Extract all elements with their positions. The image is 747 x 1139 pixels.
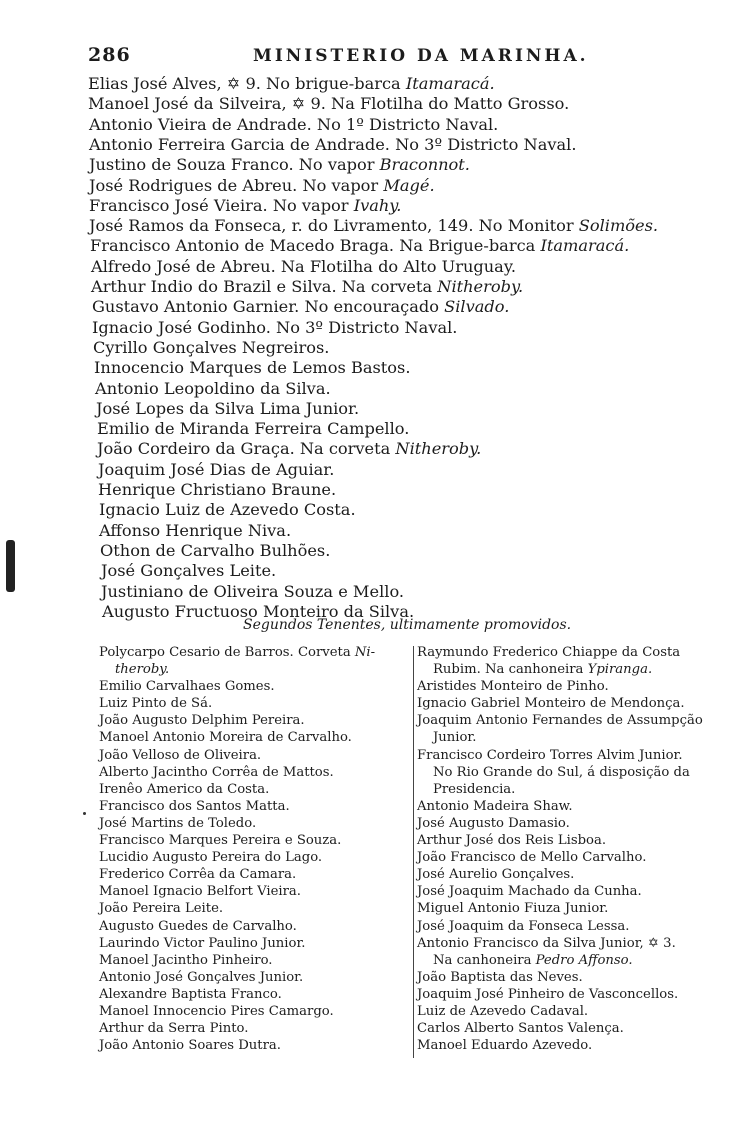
entry-line	[97, 439, 481, 460]
entry-text: Francisco dos Santos Matta.	[99, 798, 290, 814]
entry-text: Laurindo Victor Paulino Junior.	[99, 935, 306, 951]
entry-text: Manoel Ignacio Belfort Vieira.	[99, 884, 301, 900]
entry-line	[93, 338, 329, 359]
column-entry	[417, 1020, 727, 1037]
entry-text: Irenêo Americo da Costa.	[99, 781, 270, 797]
column-entry	[417, 695, 727, 712]
entry-text: José Lopes da Silva Lima Junior.	[96, 398, 360, 418]
entry-text: Emilio Carvalhaes Gomes.	[99, 679, 275, 695]
entry-text: Antonio Ferreira Garcia de Andrade. No 3º Districto Naval.	[89, 134, 577, 154]
entry-text: João Baptista das Neves.	[417, 969, 583, 985]
column-entry	[99, 661, 411, 678]
entry-line	[99, 521, 291, 542]
entry-line	[89, 115, 498, 136]
column-entry	[99, 969, 411, 986]
entry-text: José Aurelio Gonçalves.	[417, 867, 575, 883]
entry-line	[92, 297, 509, 318]
column-entry	[99, 900, 411, 917]
entry-text: Arthur da Serra Pinto.	[99, 1021, 249, 1037]
entry-text: Manoel Eduardo Azevedo.	[417, 1038, 593, 1054]
entry-text: Antonio Madeira Shaw.	[417, 798, 573, 814]
entry-line	[94, 358, 411, 379]
entry-text: Justiniano de Oliveira Souza e Mello.	[101, 581, 405, 601]
entry-text: Presidencia.	[433, 781, 516, 797]
entry-text: Lucidio Augusto Pereira do Lago.	[99, 850, 323, 866]
column-entry	[99, 747, 411, 764]
column-entry	[99, 798, 411, 815]
entry-line	[88, 74, 495, 95]
entry-line	[89, 135, 577, 156]
left-column	[99, 644, 411, 1054]
entry-text: Joaquim José Pinheiro de Vasconcellos.	[417, 986, 679, 1002]
column-entry	[99, 1020, 411, 1037]
column-entry	[417, 918, 727, 935]
column-entry	[99, 986, 411, 1003]
entry-line	[89, 196, 401, 217]
entry-line	[89, 216, 658, 237]
column-entry	[99, 1037, 411, 1054]
column-entry	[417, 815, 727, 832]
ship-name: Ypiranga.	[587, 662, 653, 678]
entry-text: Ignacio José Godinho. No 3º Districto Naval.	[92, 317, 458, 337]
entry-text: Ignacio Gabriel Monteiro de Mendonça.	[417, 696, 685, 712]
entry-text: Justino de Souza Franco. No vapor	[89, 155, 380, 175]
entry-text: Augusto Guedes de Carvalho.	[99, 918, 297, 934]
entry-text: Miguel Antonio Fiuza Junior.	[417, 901, 609, 917]
entry-line	[88, 94, 569, 115]
ship-name: Itamaracá.	[405, 74, 495, 93]
entry-text: Raymundo Frederico Chiappe da Costa	[417, 645, 681, 660]
entry-text: Rubim. Na canhoneira	[433, 662, 588, 678]
entry-line	[97, 419, 409, 440]
entry-text: Joaquim José Dias de Aguiar.	[98, 459, 335, 479]
column-entry	[417, 832, 727, 849]
entry-text: Manoel José da Silveira, ✡ 9. Na Flotilha do Matto Grosso.	[88, 94, 570, 114]
entry-text: Innocencio Marques de Lemos Bastos.	[94, 358, 411, 378]
column-entry	[417, 1037, 727, 1054]
entry-text: João Pereira Leite.	[99, 901, 224, 917]
column-entry	[417, 712, 727, 729]
ship-name: Nitheroby.	[395, 439, 482, 459]
entry-text: Na canhoneira	[433, 952, 536, 968]
column-entry	[99, 918, 411, 935]
entry-text: Joaquim Antonio Fernandes de Assumpção	[417, 713, 703, 729]
ship-name: Itamaracá.	[540, 236, 630, 256]
margin-dot	[83, 812, 86, 815]
column-entry	[417, 900, 727, 917]
page-number: 286	[88, 44, 131, 66]
entry-line	[98, 480, 336, 501]
column-entry	[417, 986, 727, 1003]
entry-text: Manoel Jacintho Pinheiro.	[99, 952, 273, 968]
column-entry	[99, 1003, 411, 1020]
entry-text: Elias José Alves, ✡ 9. No brigue-barca	[88, 74, 406, 93]
entry-text: José Joaquim da Fonseca Lessa.	[417, 918, 630, 934]
entry-text: José Gonçalves Leite.	[101, 561, 277, 581]
column-entry	[99, 832, 411, 849]
entry-line	[101, 561, 276, 582]
column-entry	[99, 815, 411, 832]
column-entry	[417, 764, 727, 781]
ship-name: Nitheroby.	[437, 277, 524, 296]
entry-text: Manoel Innocencio Pires Camargo.	[99, 1003, 334, 1019]
entry-text: José Rodrigues de Abreu. No vapor	[89, 175, 384, 195]
column-entry	[417, 729, 727, 746]
entry-text: Alberto Jacintho Corrêa de Mattos.	[99, 764, 334, 780]
page-header	[88, 44, 688, 72]
column-entry	[417, 661, 727, 678]
ship-name: Pedro Affonso.	[535, 952, 633, 968]
column-entry	[99, 883, 411, 900]
entry-text: Arthur José dos Reis Lisboa.	[417, 833, 607, 849]
entry-text: Polycarpo Cesario de Barros. Corveta	[99, 645, 355, 660]
ship-name: Solimões.	[578, 216, 659, 236]
column-entry	[417, 866, 727, 883]
column-entry	[417, 798, 727, 815]
entry-text: Manoel Antonio Moreira de Carvalho.	[99, 730, 352, 746]
section-heading: Segundos Tenentes, ultimamente promovidos.	[243, 617, 572, 633]
entry-text: João Antonio Soares Dutra.	[99, 1038, 281, 1054]
entry-text: Francisco Antonio de Macedo Braga. Na Brigue-barca	[90, 236, 541, 256]
ship-name: theroby.	[115, 662, 170, 678]
entry-line	[89, 176, 435, 197]
column-entry	[417, 747, 727, 764]
column-entry	[417, 883, 727, 900]
right-column	[417, 644, 727, 1054]
entry-text: Alfredo José de Abreu. Na Flotilha do Alto Uruguay.	[91, 256, 516, 276]
entry-text: Antonio José Gonçalves Junior.	[99, 969, 304, 985]
column-entry	[99, 712, 411, 729]
entry-text: João Augusto Delphim Pereira.	[99, 713, 305, 729]
running-title: MINISTERIO DA MARINHA.	[253, 46, 589, 66]
entry-text: Francisco Marques Pereira e Souza.	[99, 833, 342, 849]
ship-name: Braconnot.	[379, 155, 470, 175]
column-entry	[99, 764, 411, 781]
margin-stamp	[6, 540, 15, 592]
ship-name: Ni-	[354, 645, 376, 660]
entry-line	[89, 155, 470, 176]
column-entry	[417, 849, 727, 866]
entry-text: Arthur Indio do Brazil e Silva. Na corveta	[91, 277, 438, 296]
ship-name: Magé.	[383, 175, 435, 195]
column-entry	[99, 866, 411, 883]
column-entry	[417, 678, 727, 695]
column-entry	[417, 935, 727, 952]
column-entry	[417, 952, 727, 969]
entry-text: Frederico Corrêa da Camara.	[99, 867, 297, 883]
entry-text: Affonso Henrique Niva.	[99, 520, 292, 540]
entry-text: José Joaquim Machado da Cunha.	[417, 884, 642, 900]
entry-line	[91, 257, 516, 278]
column-entry	[99, 781, 411, 798]
column-entry	[99, 935, 411, 952]
entry-text: José Ramos da Fonseca, r. do Livramento, 149. No Monitor	[89, 216, 579, 236]
entry-text: Luiz Pinto de Sá.	[99, 696, 213, 712]
entry-text: Luiz de Azevedo Cadaval.	[417, 1003, 589, 1019]
entry-line	[92, 318, 457, 339]
column-entry	[417, 969, 727, 986]
entry-text: Henrique Christiano Braune.	[98, 480, 337, 499]
entry-text: Aristides Monteiro de Pinho.	[417, 679, 609, 695]
entry-line	[100, 541, 330, 562]
entry-line	[95, 379, 331, 400]
entry-line	[99, 500, 356, 521]
column-entry	[99, 678, 411, 695]
entry-text: Francisco José Vieira. No vapor	[89, 195, 354, 215]
column-rule	[413, 646, 414, 1058]
entry-text: Gustavo Antonio Garnier. No encouraçado	[92, 297, 445, 317]
column-entry	[99, 952, 411, 969]
entry-text: José Augusto Damasio.	[417, 815, 570, 831]
entry-text: Antonio Francisco da Silva Junior, ✡ 3.	[417, 935, 676, 951]
column-entry	[99, 644, 411, 661]
column-entry	[417, 1003, 727, 1020]
column-entry	[99, 729, 411, 746]
column-entry	[99, 849, 411, 866]
entry-line	[96, 399, 359, 420]
entry-line	[101, 582, 404, 603]
entry-text: Emilio de Miranda Ferreira Campello.	[97, 419, 410, 439]
entry-text: Augusto Fructuoso Monteiro da Silva.	[102, 601, 415, 621]
entry-text: João Velloso de Oliveira.	[99, 747, 262, 763]
ship-name: Silvado.	[444, 297, 510, 317]
entry-text: João Francisco de Mello Carvalho.	[417, 850, 647, 866]
column-entry	[417, 644, 727, 661]
entry-line	[98, 460, 334, 481]
column-entry	[99, 695, 411, 712]
ship-name: Ivahy.	[353, 195, 402, 215]
entry-line	[90, 236, 629, 257]
entry-text: Cyrillo Gonçalves Negreiros.	[93, 337, 330, 357]
entry-text: Francisco Cordeiro Torres Alvim Junior.	[417, 747, 683, 763]
entry-text: José Martins de Toledo.	[99, 815, 257, 831]
entry-text: No Rio Grande do Sul, á disposição da	[433, 764, 690, 780]
entry-text: Othon de Carvalho Bulhões.	[100, 540, 331, 560]
column-entry	[417, 781, 727, 798]
entry-text: Alexandre Baptista Franco.	[99, 986, 282, 1002]
entry-text: Ignacio Luiz de Azevedo Costa.	[99, 500, 356, 520]
entry-text: Carlos Alberto Santos Valença.	[417, 1021, 624, 1037]
entry-text: Junior.	[433, 730, 477, 746]
entry-text: João Cordeiro da Graça. Na corveta	[97, 439, 396, 459]
entry-text: Antonio Vieira de Andrade. No 1º Districto Naval.	[89, 114, 499, 134]
entry-text: Antonio Leopoldino da Silva.	[95, 378, 331, 398]
entry-line	[91, 277, 523, 298]
